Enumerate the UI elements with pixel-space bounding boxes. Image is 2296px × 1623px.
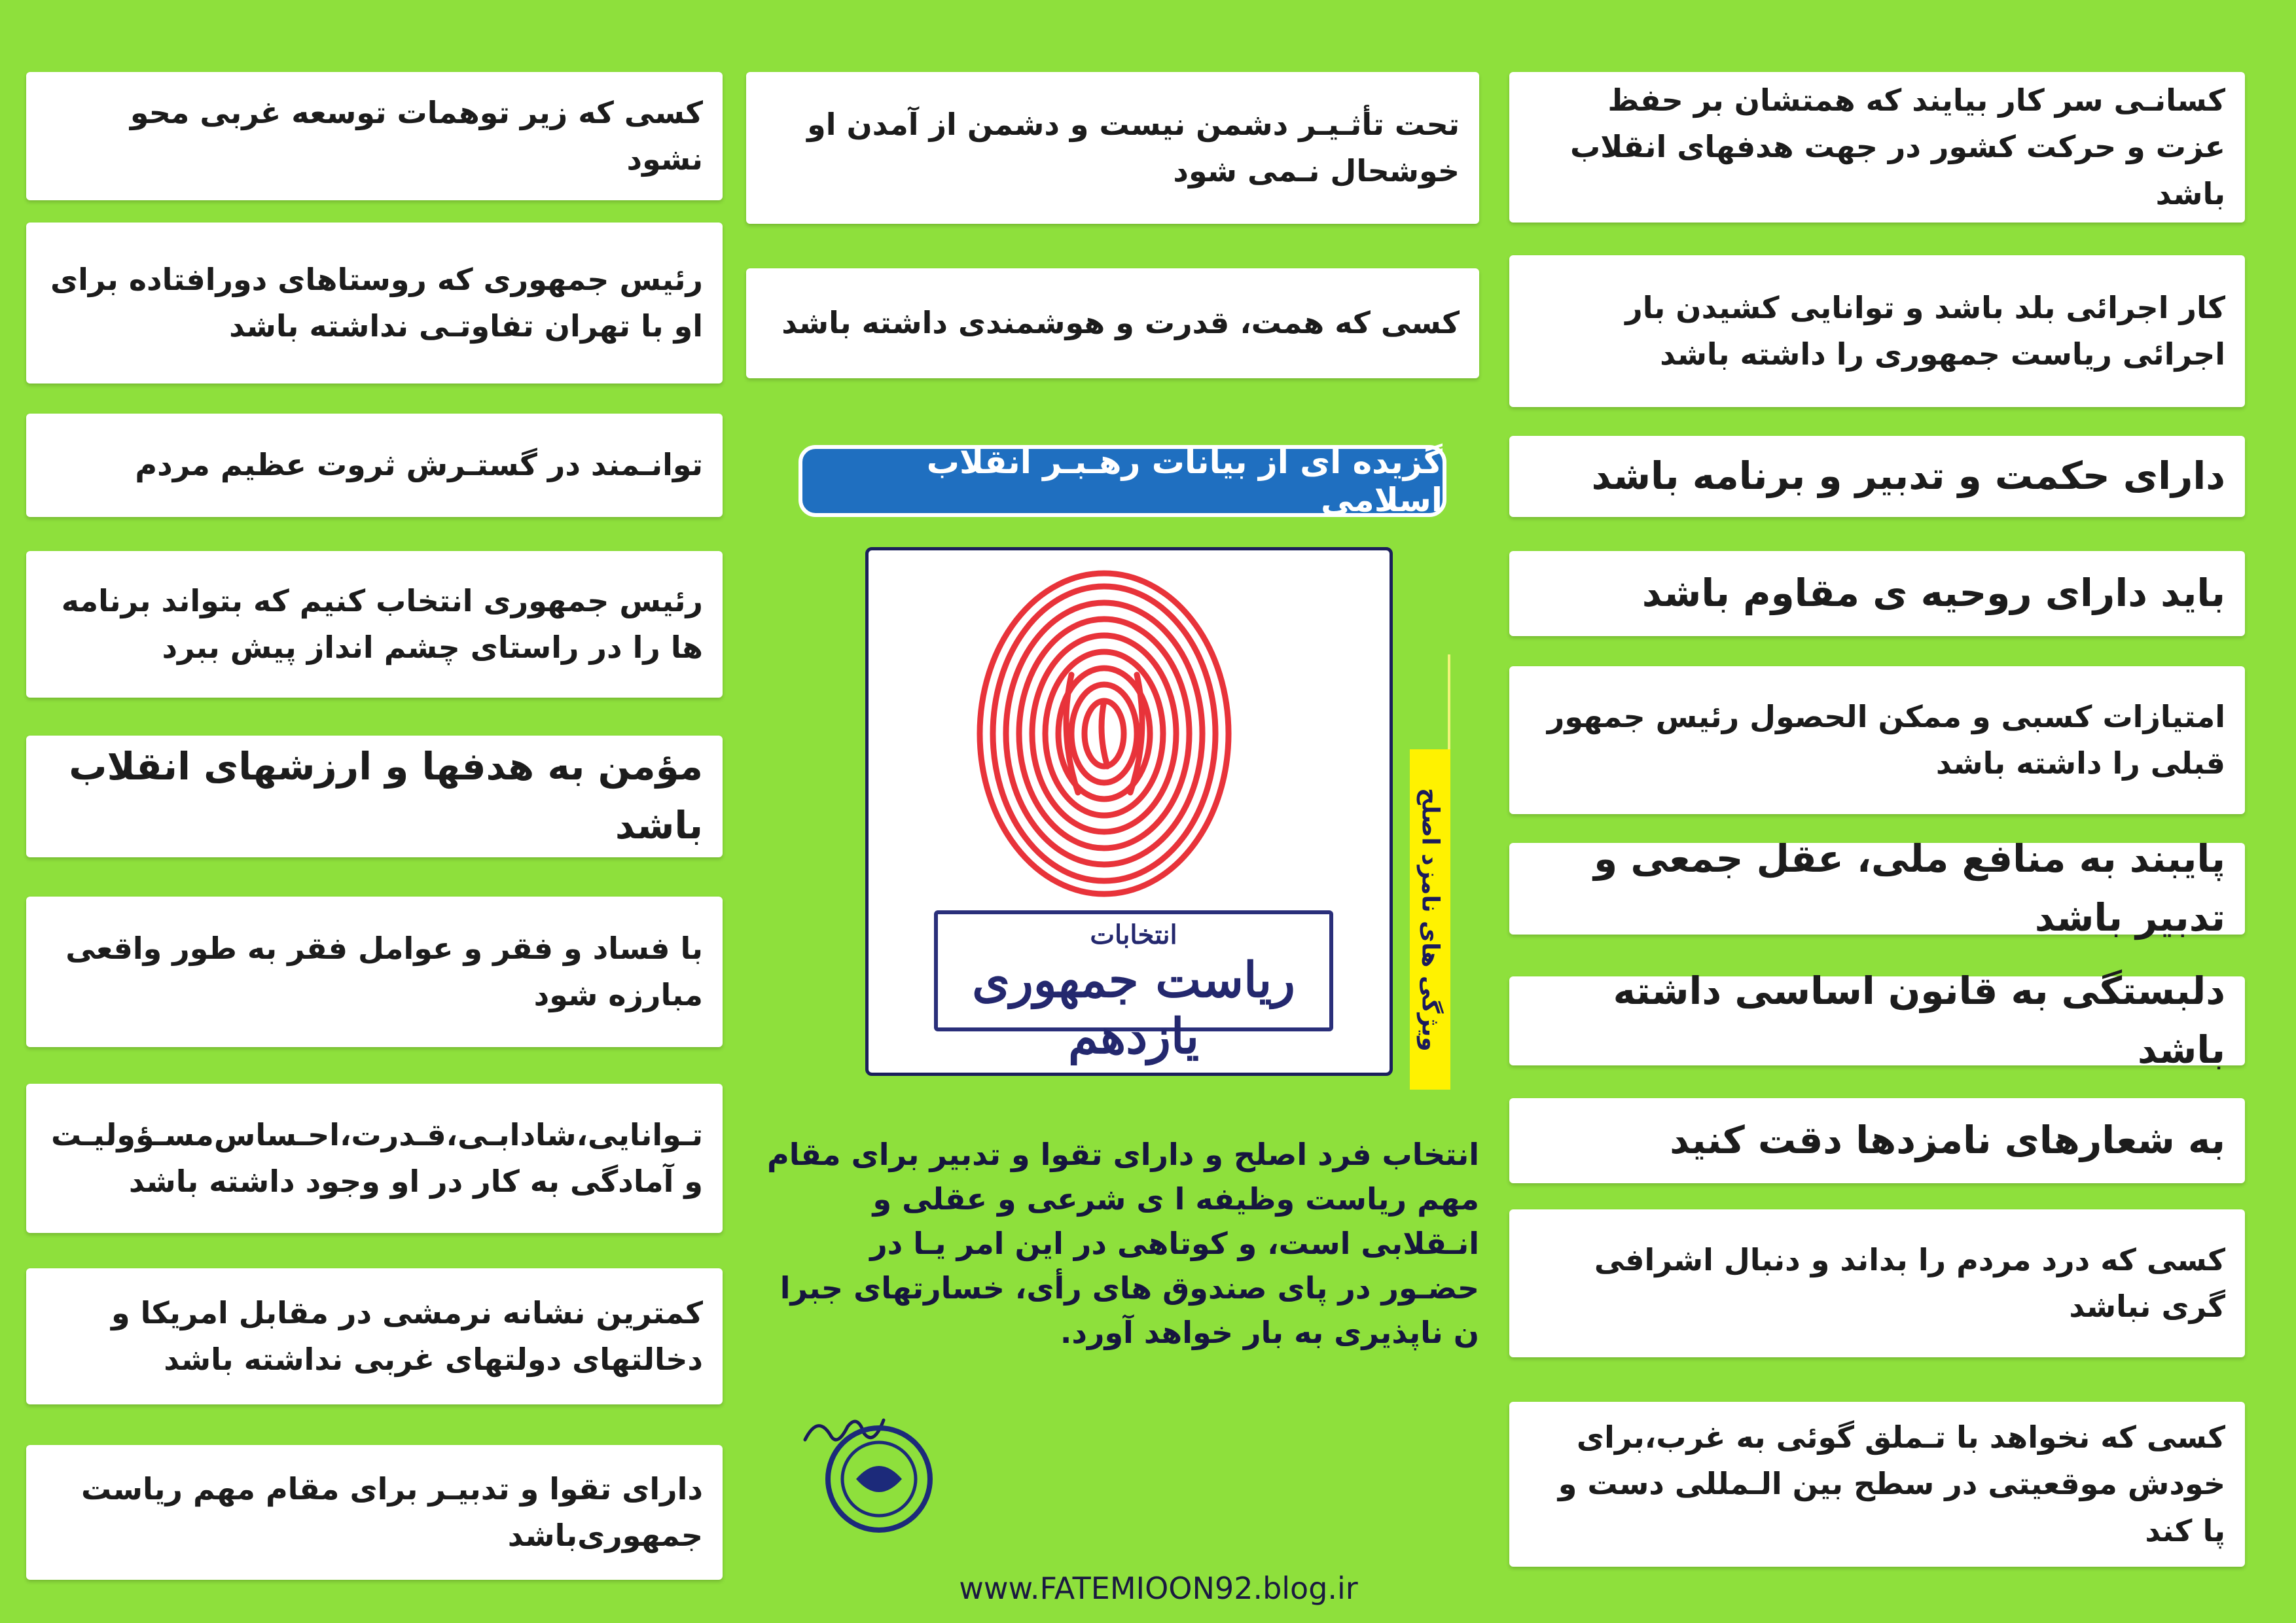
card-text: کار اجرائی بلد باشد و توانایی کشیدن بار اجرائی ریاست جمهوری را داشته باشد [1625,289,2225,372]
card-text: باید دارای روحیه ی مقاوم باشد [1641,571,2225,616]
fingerprint-icon [967,570,1242,910]
card-text: پایبند به منافع ملی، عقل جمعی و تدبیر باشد [1594,836,2225,940]
logo-line2: ریاست جمهوری یازدهم [972,952,1295,1065]
left-card-1 [26,72,723,200]
left-card-9 [26,1445,723,1580]
right-card-8 [1509,1098,2245,1183]
right-card-5 [1509,666,2245,814]
left-card-6 [26,897,723,1047]
middle-card-1 [746,72,1479,224]
card-text: کسی که زیر توهمات توسعه غربی محو نشود [130,94,703,177]
right-card-2 [1509,255,2245,407]
card-text: مؤمن به هدفها و ارزشهای انقلاب باشد [69,744,703,847]
leader-quote: انتخاب فرد اصلح و دارای تقوا و تدبیر برای مقام مهم ریاست وظیفه ا ی شرعی و عقلی و انـقلابی است، و کوتاهی در این امر یـا در حضـور در پای صندوق های رأی، خسارتهای جبرا ن ناپذیری به بار خواهد آورد. [767,1137,1479,1351]
card-text: دلبستگی به قانون اساسی داشته باشد [1613,969,2225,1072]
card-text: کسی که درد مردم را بداند و دنبال اشرافی گری نباشد [1594,1241,2225,1324]
logo-line1: انتخابات [1090,919,1177,950]
left-card-2 [26,223,723,383]
connector-line [1448,654,1450,749]
left-card-5 [26,736,723,857]
right-card-6 [1509,836,2245,940]
side-label [1410,749,1450,1090]
card-text: توانـمند در گستـرش ثروت عظیم مردم [135,447,703,483]
right-card-4 [1509,551,2245,636]
card-text: رئیس جمهوری انتخاب کنیم که بتواند برنامه ها را در راستای چشم انداز پیش ببرد [61,582,703,665]
header-title: گزیده ای از بیانات رهـبـر انقلاب اسلامی [926,443,1443,519]
card-text: به شعارهای نامزدها دقت کنید [1670,1118,2225,1163]
card-text: با فساد و فقر و عوامل فقر به طور واقعی مبارزه شود [65,930,703,1012]
card-text: دارای حکمت و تدبیر و برنامه باشد [1591,454,2225,499]
right-card-9 [1509,1209,2245,1357]
card-text: کمترین نشانه نرمشی در مقابل امریکا و دخالتهای دولتهای غربی نداشته باشد [111,1294,703,1377]
right-card-1 [1509,72,2245,223]
card-text: کسانـی سر کار بیایند که همتشان بر حفظ عزت و حرکت کشور در جهت هدفهای انقلاب باشد [1570,82,2225,211]
card-text: رئیس جمهوری که روستاهای دورافتاده برای او با تهران تفاوتـی نداشته باشد [50,261,703,344]
card-text: کسی که نخواهد با تـملق گوئی به غرب،برای خودش موقعیتی در سطح بین الـمللی دست و پا کند [1558,1419,2225,1548]
right-card-10 [1509,1402,2245,1567]
header-title-pill [798,445,1446,517]
left-card-4 [26,551,723,698]
card-text: کسی که همت، قدرت و هوشمندی داشته باشد [781,305,1460,341]
election-logo-panel [865,547,1393,1076]
side-label-text: ویژگی های نامزد اصلح [1416,787,1444,1052]
left-card-8 [26,1268,723,1404]
footer-url[interactable]: www.FATEMIOON92.blog.ir [959,1571,1358,1606]
right-card-3 [1509,436,2245,517]
card-text: دارای تقوا و تدبیـر برای مقام مهم ریاست جمهوری‌باشد [81,1471,703,1553]
election-logo-text [934,910,1333,1065]
seal-icon [810,1407,948,1538]
right-card-7 [1509,969,2245,1072]
card-text: تحت تأثـیـر دشمن نیست و دشمن از آمدن او خوشحال نـمی شود [807,106,1460,188]
left-card-3 [26,414,723,517]
card-text: امتیازات کسبی و ممکن الحصول رئیس جمهور قبلی را داشته باشد [1547,698,2225,781]
left-card-7 [26,1084,723,1233]
card-text: تـوانایی،شادابـی،قـدرت،احـساس‌مسـؤولیـت و آمادگی به کار در او وجود داشته باشد [50,1116,703,1199]
middle-card-2 [746,268,1479,378]
